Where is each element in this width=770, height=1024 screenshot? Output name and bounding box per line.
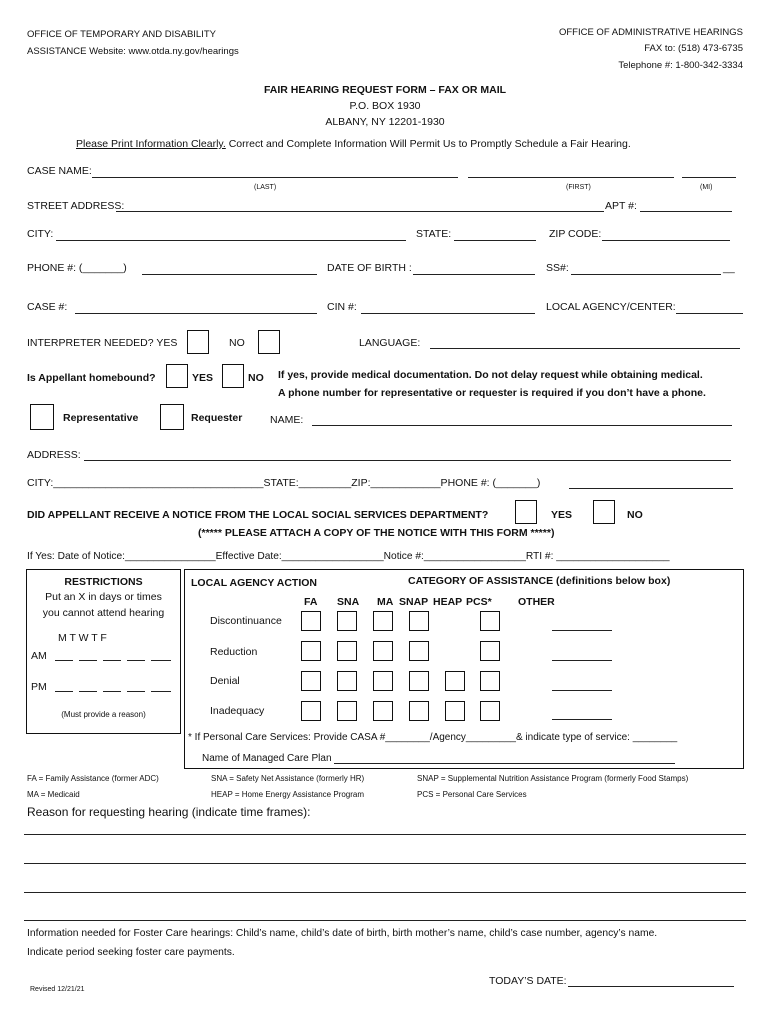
discontinuance-snap-checkbox[interactable] [409,611,429,631]
agency-action-title: LOCAL AGENCY ACTION [191,577,318,589]
managed-care-label: Name of Managed Care Plan [202,753,332,764]
telephone-number: Telephone #: 1-800-342-3334 [618,60,743,71]
notice-yes-checkbox[interactable] [515,500,537,524]
notice-no-label: NO [627,509,643,521]
denial-heap-checkbox[interactable] [445,671,465,691]
city-input[interactable] [56,240,406,241]
row-denial: Denial [210,675,240,687]
office-left-line1: OFFICE OF TEMPORARY AND DISABILITY [27,29,216,40]
reduction-other-input[interactable] [552,660,612,661]
mi-caption: (MI) [700,184,713,191]
pm-f-input[interactable] [151,691,171,692]
restrictions-title: RESTRICTIONS [64,576,143,588]
attach-copy-note: (***** PLEASE ATTACH A COPY OF THE NOTICE WITH THIS FORM *****) [198,527,555,539]
office-right-line1: OFFICE OF ADMINISTRATIVE HEARINGS [558,27,743,38]
inadequacy-snap-checkbox[interactable] [409,701,429,721]
form-title: FAIR HEARING REQUEST FORM – FAX OR MAIL [263,84,507,96]
fax-number: FAX to: (518) 473-6735 [644,43,743,54]
am-th-input[interactable] [127,660,145,661]
representative-label: Representative [63,412,139,424]
pm-t-input[interactable] [79,691,97,692]
managed-care-input[interactable] [334,763,675,764]
homebound-no-checkbox[interactable] [222,364,244,388]
name-input[interactable] [312,425,732,426]
address-label: ADDRESS: [27,449,81,461]
revised-date: Revised 12/21/21 [30,986,85,993]
def-ma: MA = Medicaid [27,790,80,799]
reduction-snap-checkbox[interactable] [409,641,429,661]
dob-label: DATE OF BIRTH : [327,262,412,274]
zip-code-label: ZIP CODE: [549,228,602,240]
case-name-first-input[interactable] [468,177,674,178]
restrictions-line1: Put an X in days or times [45,591,162,603]
reason-line-1[interactable] [24,834,746,835]
am-f-input[interactable] [151,660,171,661]
local-agency-input[interactable] [676,313,743,314]
pm-th-input[interactable] [127,691,145,692]
def-heap: HEAP = Home Energy Assistance Program [211,790,365,799]
pm-m-input[interactable] [55,691,73,692]
interpreter-yes-checkbox[interactable] [187,330,209,354]
notice-question: DID APPELLANT RECEIVE A NOTICE FROM THE LOCAL SOCIAL SERVICES DEPARTMENT? [27,509,489,521]
first-caption: (FIRST) [566,184,591,191]
phone-input[interactable] [142,274,317,275]
interpreter-no-checkbox[interactable] [258,330,280,354]
reduction-pcs-checkbox[interactable] [480,641,500,661]
last-caption: (LAST) [254,184,277,191]
col-other: OTHER [518,596,555,608]
denial-pcs-checkbox[interactable] [480,671,500,691]
notice-no-checkbox[interactable] [593,500,615,524]
state-input[interactable] [454,240,536,241]
pcs-note: * If Personal Care Services: Provide CASA #________/Agency_________& indicate type of service: ________ [188,732,678,743]
homebound-yes-checkbox[interactable] [166,364,188,388]
po-box: P.O. BOX 1930 [349,100,421,112]
inadequacy-sna-checkbox[interactable] [337,701,357,721]
am-label: AM [31,650,47,662]
apt-input[interactable] [640,211,732,212]
case-number-input[interactable] [75,313,317,314]
discontinuance-other-input[interactable] [552,630,612,631]
denial-other-input[interactable] [552,690,612,691]
medical-note-2: A phone number for representative or requester is required if you don’t have a phone. [278,387,706,399]
phone-label: PHONE #: (_______) [27,262,127,274]
denial-sna-checkbox[interactable] [337,671,357,691]
zip-code-input[interactable] [602,240,730,241]
foster-care-period: Indicate period seeking foster care payments. [27,947,235,958]
col-snap: SNAP [399,596,429,608]
am-t-input[interactable] [79,660,97,661]
homebound-yes-label: YES [192,372,214,384]
col-sna: SNA [337,596,360,608]
discontinuance-ma-checkbox[interactable] [373,611,393,631]
denial-ma-checkbox[interactable] [373,671,393,691]
def-snap: SNAP = Supplemental Nutrition Assistance Program (formerly Food Stamps) [417,774,689,783]
address-input[interactable] [84,460,731,461]
if-yes-line: If Yes: Date of Notice:________________Effective Date:__________________Notice #:__________________RTI #: ____________________ [27,551,670,562]
case-name-last-input[interactable] [92,177,458,178]
denial-snap-checkbox[interactable] [409,671,429,691]
language-input[interactable] [430,348,740,349]
am-w-input[interactable] [103,660,121,661]
reason-line-2[interactable] [24,863,746,864]
discontinuance-pcs-checkbox[interactable] [480,611,500,631]
interpreter-no-label: NO [229,337,245,349]
language-label: LANGUAGE: [359,337,421,349]
col-pcs: PCS* [466,596,492,608]
city-zip: ALBANY, NY 12201-1930 [325,116,445,128]
ssn-label: SS#: [546,262,569,274]
reason-line-4[interactable] [24,920,746,921]
foster-care-info: Information needed for Foster Care hearings: Child’s name, child’s date of birth, birth mother’s name, child’s case number, agency’s name. [27,928,658,939]
case-number-label: CASE #: [27,301,68,313]
homebound-label: Is Appellant homebound? [27,372,156,384]
col-heap: HEAP [433,596,463,608]
notice-yes-label: YES [551,509,573,521]
case-name-mi-input[interactable] [682,177,736,178]
cin-input[interactable] [361,313,535,314]
todays-date-label: TODAY’S DATE: [489,975,567,987]
denial-fa-checkbox[interactable] [301,671,321,691]
reduction-ma-checkbox[interactable] [373,641,393,661]
inadequacy-heap-checkbox[interactable] [445,701,465,721]
reason-label: Reason for requesting hearing (indicate time frames): [27,805,311,819]
medical-note-1: If yes, provide medical documentation. Do not delay request while obtaining medical. [278,369,703,381]
rep-phone-input[interactable] [569,488,733,489]
instruction-line [76,138,631,150]
row-reduction: Reduction [210,646,258,658]
todays-date-input[interactable] [568,986,734,987]
must-provide-reason: (Must provide a reason) [61,710,146,719]
name-label: NAME: [270,414,304,426]
apt-label: APT #: [605,200,637,212]
city-label: CITY: [27,228,54,240]
reason-line-3[interactable] [24,892,746,893]
inadequacy-fa-checkbox[interactable] [301,701,321,721]
row-inadequacy: Inadequacy [210,705,265,717]
discontinuance-sna-checkbox[interactable] [337,611,357,631]
instruction-underlined: Please Print Information Clearly. [76,138,226,150]
reduction-fa-checkbox[interactable] [301,641,321,661]
reduction-sna-checkbox[interactable] [337,641,357,661]
inadequacy-other-input[interactable] [552,719,612,720]
instruction-rest: Correct and Complete Information Will Permit Us to Promptly Schedule a Fair Hearing. [225,138,631,150]
local-agency-label: LOCAL AGENCY/CENTER: [546,301,676,313]
col-ma: MA [377,596,394,608]
requester-label: Requester [191,412,243,424]
def-fa: FA = Family Assistance (former ADC) [27,774,159,783]
ssn-input[interactable] [571,274,721,275]
discontinuance-fa-checkbox[interactable] [301,611,321,631]
row-discontinuance: Discontinuance [210,615,282,627]
category-title: CATEGORY OF ASSISTANCE (definitions below box) [408,575,671,587]
state-label: STATE: [416,228,452,240]
street-address-input[interactable] [116,211,604,212]
def-sna: SNA = Safety Net Assistance (formerly HR) [211,774,365,783]
rep-city-state-zip-phone: CITY:____________________________________STATE:_________ZIP:____________PHONE #: (_______) [27,477,541,489]
def-pcs: PCS = Personal Care Services [417,790,527,799]
interpreter-label: INTERPRETER NEEDED? YES [27,337,178,349]
inadequacy-ma-checkbox[interactable] [373,701,393,721]
dob-input[interactable] [413,274,535,275]
street-address-label: STREET ADDRESS: [27,200,125,212]
requester-checkbox[interactable] [160,404,184,430]
pm-w-input[interactable] [103,691,121,692]
inadequacy-pcs-checkbox[interactable] [480,701,500,721]
office-left-line2: ASSISTANCE Website: www.otda.ny.gov/hearings [27,46,239,57]
case-name-label: CASE NAME: [27,165,92,177]
col-fa: FA [304,596,318,608]
restrictions-line2: you cannot attend hearing [42,607,165,619]
restrictions-days: M T W T F [58,632,107,644]
cin-label: CIN #: [327,301,357,313]
representative-checkbox[interactable] [30,404,54,430]
pm-label: PM [31,681,47,693]
ssn-tail: __ [723,262,735,274]
homebound-no-label: NO [248,372,264,384]
am-m-input[interactable] [55,660,73,661]
